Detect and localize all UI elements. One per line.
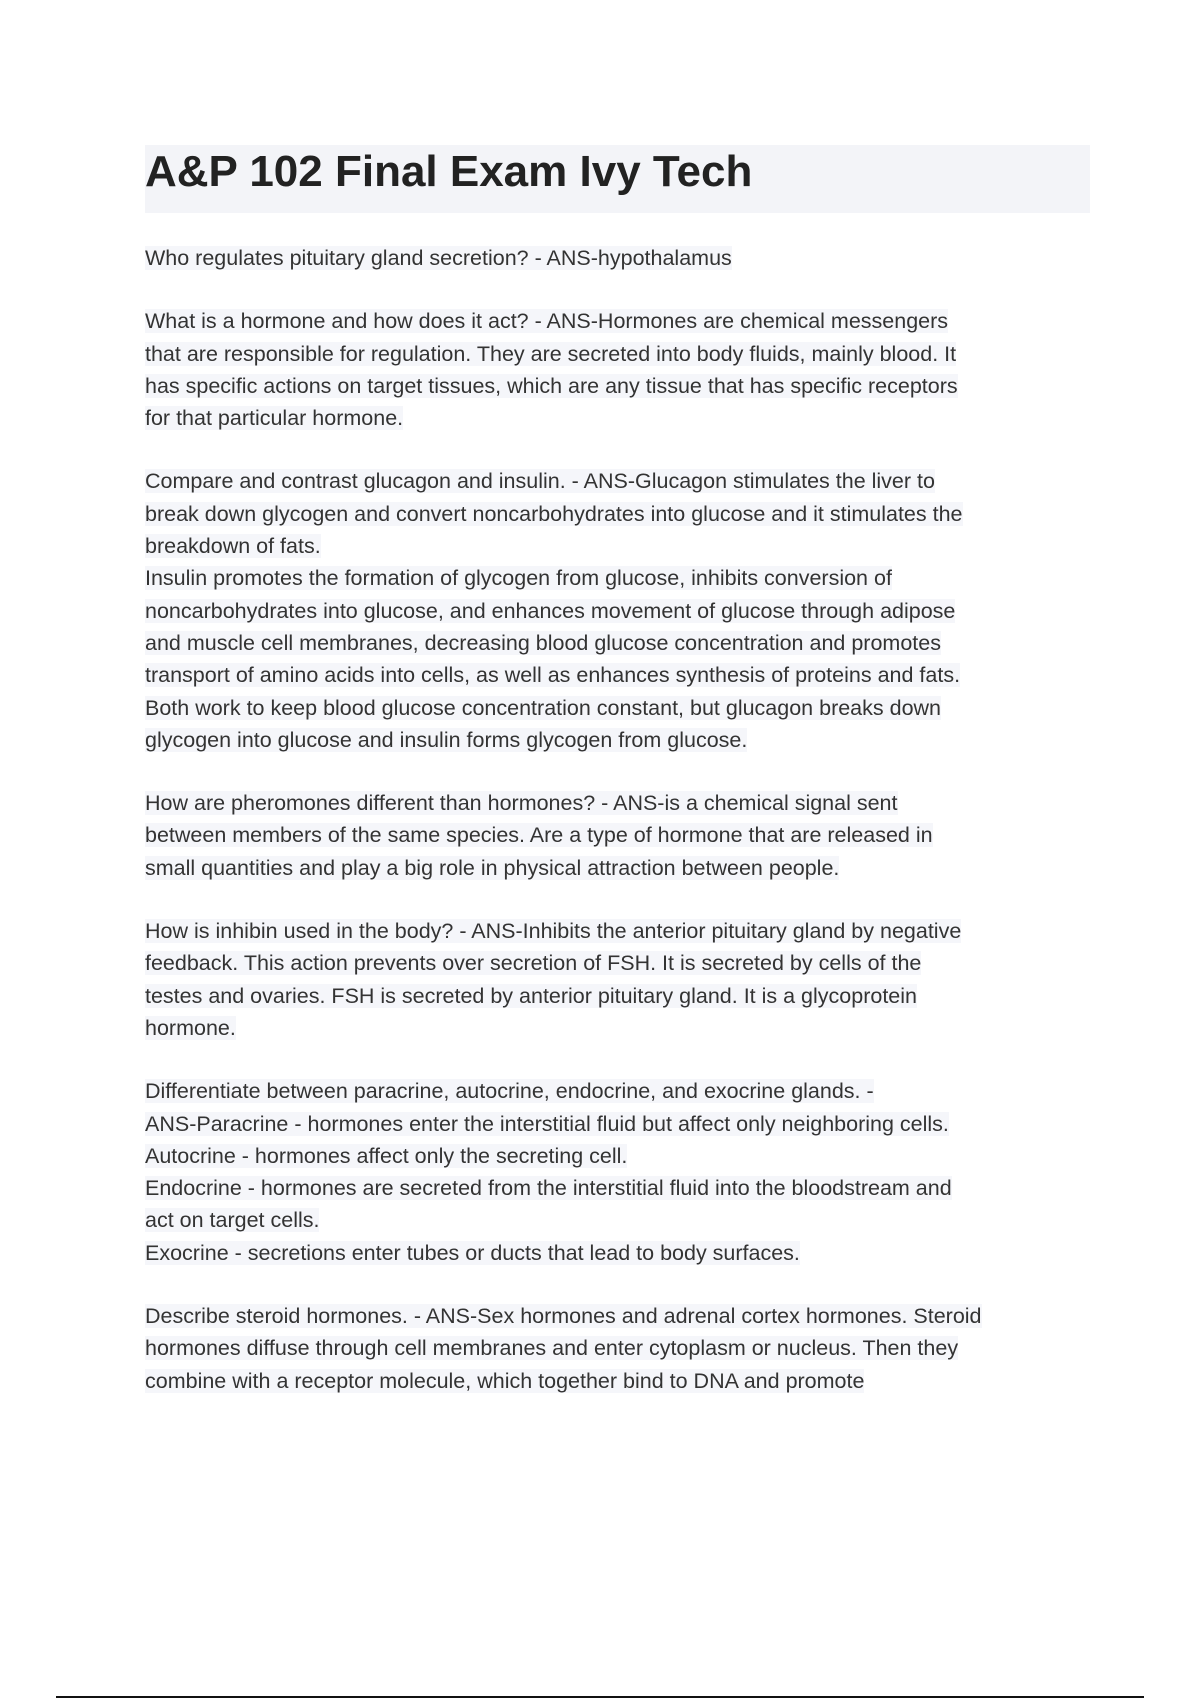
qa-entry	[145, 242, 1095, 274]
text-line	[145, 787, 1095, 819]
text-line	[145, 980, 1095, 1012]
text-line	[145, 915, 1095, 947]
text-line-content: noncarbohydrates into glucose, and enhances movement of glucose through adipose	[145, 598, 956, 623]
qa-entry	[145, 787, 1095, 884]
text-line	[145, 1300, 1095, 1332]
text-line	[145, 1365, 1095, 1397]
text-line	[145, 1172, 1095, 1204]
text-line	[145, 1140, 1095, 1172]
page-title: A&P 102 Final Exam Ivy Tech	[145, 147, 753, 196]
text-line	[145, 498, 1095, 530]
text-line-content: and muscle cell membranes, decreasing blood glucose concentration and promotes	[145, 630, 941, 655]
qa-entry	[145, 305, 1095, 434]
text-line-content: combine with a receptor molecule, which together bind to DNA and promote	[145, 1368, 865, 1393]
text-line-content: for that particular hormone.	[145, 406, 404, 431]
text-line-content: feedback. This action prevents over secretion of FSH. It is secreted by cells of the	[145, 951, 922, 976]
text-line	[145, 852, 1095, 884]
text-line-content: glycogen into glucose and insulin forms glycogen from glucose.	[145, 727, 748, 752]
text-line	[145, 1237, 1095, 1269]
text-line	[145, 595, 1095, 627]
text-line-content: What is a hormone and how does it act? - ANS-Hormones are chemical messengers	[145, 309, 949, 334]
qa-entry	[145, 465, 1095, 756]
text-line-content: Compare and contrast glucagon and insulin. - ANS-Glucagon stimulates the liver to	[145, 469, 935, 494]
text-line	[145, 1012, 1095, 1044]
text-line-content: Autocrine - hormones affect only the secreting cell.	[145, 1143, 628, 1168]
text-line	[145, 692, 1095, 724]
text-line-content: ANS-Paracrine - hormones enter the interstitial fluid but affect only neighboring cells.	[145, 1111, 949, 1136]
text-line	[145, 402, 1095, 434]
text-line-content: between members of the same species. Are a type of hormone that are released in	[145, 823, 933, 848]
text-line	[145, 1075, 1095, 1107]
text-line-content: breakdown of fats.	[145, 534, 321, 559]
text-line-content: that are responsible for regulation. They are secreted into body fluids, mainly blood. It	[145, 341, 957, 366]
text-line-content: transport of amino acids into cells, as well as enhances synthesis of proteins and fats.	[145, 663, 961, 688]
qa-entry	[145, 1300, 1095, 1397]
text-line	[145, 947, 1095, 979]
text-line-content: How are pheromones different than hormones? - ANS-is a chemical signal sent	[145, 791, 898, 816]
text-line	[145, 305, 1095, 337]
text-line	[145, 370, 1095, 402]
text-line-content: testes and ovaries. FSH is secreted by anterior pituitary gland. It is a glycoprotein	[145, 983, 917, 1008]
text-line	[145, 659, 1095, 691]
text-line-content: Differentiate between paracrine, autocrine, endocrine, and exocrine glands. -	[145, 1079, 874, 1104]
text-line-content: hormones diffuse through cell membranes and enter cytoplasm or nucleus. Then they	[145, 1336, 959, 1361]
text-line-content: act on target cells.	[145, 1208, 320, 1233]
text-line	[145, 562, 1095, 594]
text-line-content: How is inhibin used in the body? - ANS-Inhibits the anterior pituitary gland by negative	[145, 919, 962, 944]
text-line	[145, 530, 1095, 562]
text-line-content: Describe steroid hormones. - ANS-Sex hormones and adrenal cortex hormones. Steroid	[145, 1304, 982, 1329]
text-line-content: has specific actions on target tissues, which are any tissue that has specific receptors	[145, 373, 958, 398]
text-line	[145, 1204, 1095, 1236]
text-line	[145, 1108, 1095, 1140]
text-line	[145, 242, 1095, 274]
text-line	[145, 465, 1095, 497]
text-line-content: Exocrine - secretions enter tubes or ducts that lead to body surfaces.	[145, 1240, 800, 1265]
text-line-content: Insulin promotes the formation of glycogen from glucose, inhibits conversion of	[145, 566, 892, 591]
qa-list	[145, 242, 1095, 1428]
qa-entry	[145, 915, 1095, 1044]
text-line-content: small quantities and play a big role in physical attraction between people.	[145, 855, 840, 880]
text-line	[145, 1332, 1095, 1364]
text-line-content: hormone.	[145, 1015, 236, 1040]
text-line-content: Both work to keep blood glucose concentration constant, but glucagon breaks down	[145, 695, 942, 720]
text-line	[145, 724, 1095, 756]
text-line-content: break down glycogen and convert noncarbohydrates into glucose and it stimulates the	[145, 501, 963, 526]
qa-entry	[145, 1075, 1095, 1269]
text-line	[145, 819, 1095, 851]
text-line	[145, 627, 1095, 659]
text-line	[145, 338, 1095, 370]
text-line-content: Endocrine - hormones are secreted from the interstitial fluid into the bloodstream and	[145, 1176, 952, 1201]
page-bottom-rule	[56, 1696, 1144, 1698]
text-line-content: Who regulates pituitary gland secretion? - ANS-hypothalamus	[145, 246, 732, 270]
